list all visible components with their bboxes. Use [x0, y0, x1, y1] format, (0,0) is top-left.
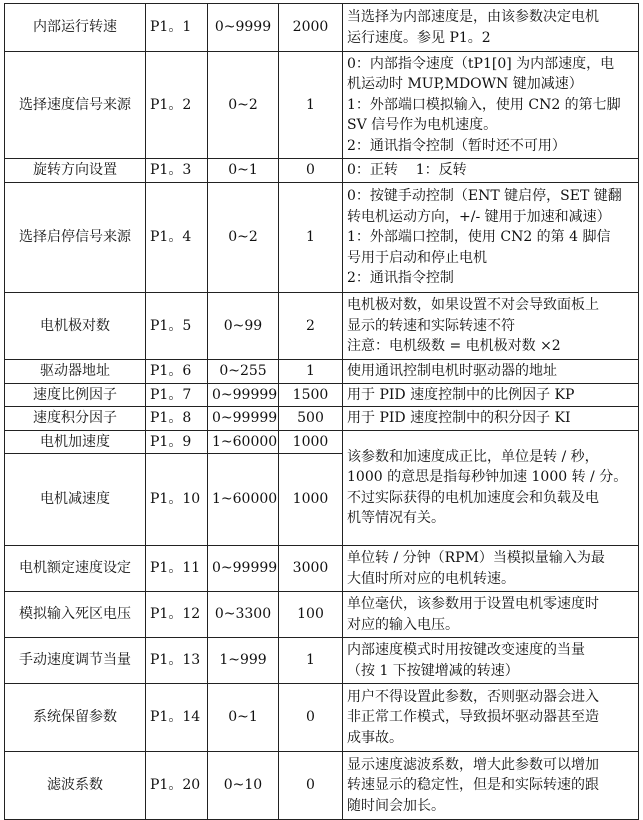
param-default: 0	[279, 752, 343, 820]
param-code: P1。3	[146, 159, 208, 183]
table-row	[5, 183, 639, 293]
description-line: 1：外部端口控制，使用 CN2 的第 4 脚信	[347, 229, 611, 246]
description-line: 0：内部指令速度（tP1[0] 为内部速度，电	[347, 55, 615, 72]
param-name: 滤波系数	[5, 752, 146, 820]
param-name: 电机减速度	[5, 454, 146, 546]
param-name: 驱动器地址	[5, 360, 146, 384]
param-name: 手动速度调节当量	[5, 638, 146, 684]
param-description	[343, 752, 639, 820]
description-line: 当选择为内部速度是，由该参数决定电机	[347, 9, 599, 25]
table-row	[5, 293, 639, 360]
param-default: 2000	[279, 4, 343, 52]
description-line: 1000 的意思是指每秒钟加速 1000 转 / 分。	[347, 469, 628, 486]
param-code: P1。4	[146, 183, 208, 293]
description-line: 注意：电机级数 = 电机极对数 ×2	[347, 338, 561, 355]
table-row	[5, 752, 639, 820]
param-code: P1。9	[146, 430, 208, 454]
param-name: 速度积分因子	[5, 407, 146, 431]
param-name: 旋转方向设置	[5, 159, 146, 183]
param-range: 1~60000	[208, 430, 279, 454]
description-line: 成事故。	[347, 729, 403, 746]
description-line: SV 信号作为电机速度。	[347, 117, 498, 134]
param-default: 1000	[279, 454, 343, 546]
param-range: 0~99999	[208, 407, 279, 431]
param-range: 0~99	[208, 293, 279, 360]
table-row	[5, 546, 639, 592]
param-range: 0~3300	[208, 592, 279, 638]
param-default: 100	[279, 592, 343, 638]
description-line: 单位毫伏，该参数用于设置电机零速度时	[347, 596, 599, 612]
description-line: 非正常工作模式，导致损坏驱动器甚至造	[347, 709, 599, 726]
param-code: P1。8	[146, 407, 208, 431]
table-row	[5, 383, 639, 407]
param-range: 0~9999	[208, 4, 279, 52]
param-default: 500	[279, 407, 343, 431]
description-line: 机运动时 MUP,MDOWN 键加减速）	[347, 76, 583, 93]
description-line: 2：通讯指令控制（暂时还不可用）	[347, 137, 566, 154]
description-line: 0：按键手动控制（ENT 键启停，SET 键翻	[347, 188, 622, 205]
param-default: 1	[279, 183, 343, 293]
description-line: 机等情况有关。	[347, 510, 445, 527]
table-row	[5, 4, 639, 52]
param-default: 0	[279, 159, 343, 183]
table-row	[5, 407, 639, 431]
param-code: P1。11	[146, 546, 208, 592]
param-code: P1。2	[146, 52, 208, 159]
param-code: P1。14	[146, 684, 208, 752]
table-row	[5, 430, 639, 454]
param-description	[343, 293, 639, 360]
param-description	[343, 383, 639, 407]
param-name: 选择速度信号来源	[5, 52, 146, 159]
description-line: 单位转 / 分钟（RPM）当模拟量输入为最	[347, 550, 605, 566]
param-name: 速度比例因子	[5, 383, 146, 407]
table-row	[5, 684, 639, 752]
param-default: 2	[279, 293, 343, 360]
param-name: 选择启停信号来源	[5, 183, 146, 293]
param-name: 系统保留参数	[5, 684, 146, 752]
description-line: 转电机运动方向，+/- 键用于加速和减速）	[347, 208, 611, 225]
param-range: 0~1	[208, 159, 279, 183]
table-row	[5, 159, 639, 183]
param-range: 0~99999	[208, 546, 279, 592]
param-description	[343, 4, 639, 52]
param-default: 1000	[279, 430, 343, 454]
param-description	[343, 546, 639, 592]
description-line: 0：正转 1：反转	[347, 162, 467, 179]
param-range: 0~2	[208, 52, 279, 159]
param-code: P1。12	[146, 592, 208, 638]
param-name: 内部运行转速	[5, 4, 146, 52]
description-line: 1：外部端口模拟输入，使用 CN2 的第七脚	[347, 96, 621, 113]
param-name: 电机额定速度设定	[5, 546, 146, 592]
param-range: 0~10	[208, 752, 279, 820]
param-description	[343, 183, 639, 293]
param-description	[343, 638, 639, 684]
param-name: 模拟输入死区电压	[5, 592, 146, 638]
description-line: 用于 PID 速度控制中的比例因子 KP	[347, 386, 575, 403]
description-line: 对应的输入电压。	[347, 616, 459, 633]
param-description	[343, 684, 639, 752]
table-row	[5, 638, 639, 684]
description-line: 用户不得设置此参数，否则驱动器会进入	[347, 688, 599, 705]
param-description	[343, 592, 639, 638]
table-row	[5, 52, 639, 159]
param-range: 1~999	[208, 638, 279, 684]
param-code: P1。10	[146, 454, 208, 546]
param-code: P1。5	[146, 293, 208, 360]
description-line: 大值时所对应的电机转速。	[347, 570, 515, 587]
param-default: 1	[279, 360, 343, 384]
param-code: P1。20	[146, 752, 208, 820]
param-code: P1。6	[146, 360, 208, 384]
param-name: 电机极对数	[5, 293, 146, 360]
param-default: 1500	[279, 383, 343, 407]
description-line: 号用于启动和停止电机	[347, 249, 487, 266]
table-row	[5, 592, 639, 638]
param-code: P1。1	[146, 4, 208, 52]
param-default: 0	[279, 684, 343, 752]
param-description	[343, 430, 639, 546]
parameter-table	[4, 3, 639, 820]
param-default: 3000	[279, 546, 343, 592]
param-description	[343, 360, 639, 384]
param-name: 电机加速度	[5, 430, 146, 454]
param-range: 1~60000	[208, 454, 279, 546]
description-line: 显示的转速和实际转速不符	[347, 317, 515, 334]
description-line: （按 1 下按键增减的转速）	[347, 662, 519, 679]
param-default: 1	[279, 52, 343, 159]
param-description	[343, 159, 639, 183]
param-range: 0~255	[208, 360, 279, 384]
description-line: 随时间会加长。	[347, 797, 445, 814]
description-line: 运行速度。参见 P1。2	[347, 29, 491, 46]
description-line: 该参数和加速度成正比，单位是转 / 秒，	[347, 448, 599, 465]
param-description	[343, 407, 639, 431]
param-code: P1。7	[146, 383, 208, 407]
description-line: 使用通讯控制电机时驱动器的地址	[347, 363, 557, 379]
param-description	[343, 52, 639, 159]
param-range: 0~99999	[208, 383, 279, 407]
table-row	[5, 360, 639, 384]
description-line: 不过实际获得的电机加速度会和负载及电	[347, 489, 599, 506]
description-line: 2：通讯指令控制	[347, 270, 454, 287]
param-range: 0~2	[208, 183, 279, 293]
param-code: P1。13	[146, 638, 208, 684]
description-line: 电机极对数，如果设置不对会导致面板上	[347, 297, 599, 314]
param-default: 1	[279, 638, 343, 684]
description-line: 显示速度滤波系数，增大此参数可以增加	[347, 756, 599, 773]
description-line: 转速显示的稳定性，但是和实际转速的跟	[347, 777, 599, 794]
description-line: 内部速度模式时用按键改变速度的当量	[347, 642, 585, 658]
param-range: 0~1	[208, 684, 279, 752]
description-line: 用于 PID 速度控制中的积分因子 KI	[347, 410, 571, 426]
